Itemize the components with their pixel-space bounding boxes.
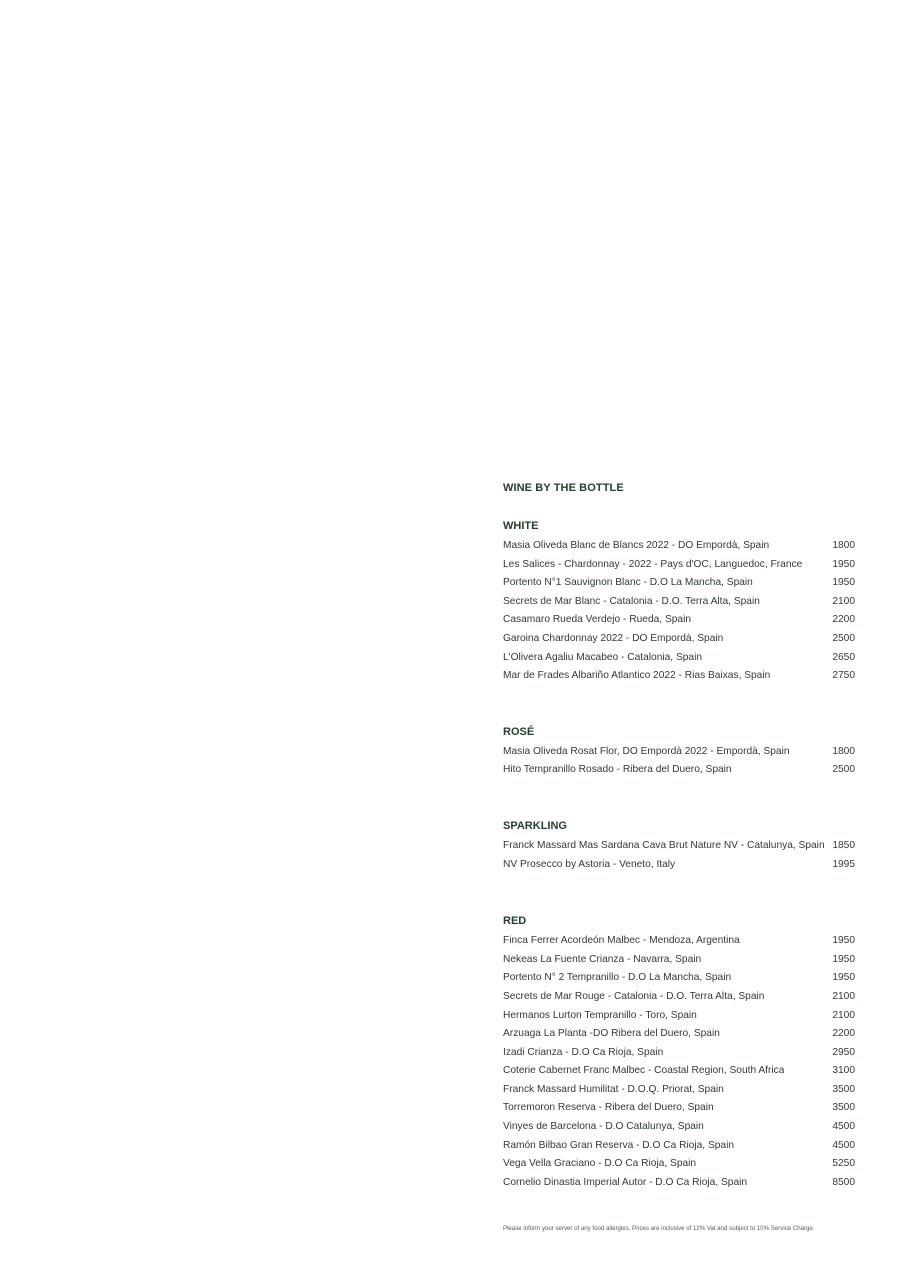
section-white <box>503 519 855 686</box>
item-name: Les Salices - Chardonnay - 2022 - Pays d'OC, Languedoc, France <box>503 558 803 570</box>
item-price: 2500 <box>832 764 855 776</box>
item-price: 2200 <box>832 614 855 626</box>
item-price: 1850 <box>832 839 855 851</box>
menu-item <box>503 556 855 575</box>
item-price: 1800 <box>832 745 855 757</box>
item-price: 2750 <box>832 670 855 682</box>
item-name: Cornelio Dinastia Imperial Autor - D.O Ca Rioja, Spain <box>503 1176 748 1188</box>
item-name: Franck Massard Humilitat - D.O.Q. Priorat, Spain <box>503 1083 724 1095</box>
item-name: Masia Oliveda Rosat Flor, DO Empordà 2022 - Empordà, Spain <box>503 745 790 757</box>
menu-item <box>503 1118 855 1137</box>
item-name: Portento N°1 Sauvignon Blanc - D.O La Mancha, Spain <box>503 577 753 589</box>
menu-item <box>503 537 855 556</box>
menu-item <box>503 667 855 686</box>
menu-item <box>503 1137 855 1156</box>
wine-menu <box>503 481 855 1228</box>
section-sparkling <box>503 819 855 874</box>
menu-item <box>503 932 855 951</box>
item-price: 4500 <box>832 1121 855 1133</box>
item-price: 2100 <box>832 595 855 607</box>
item-price: 8500 <box>832 1176 855 1188</box>
section-heading: WHITE <box>503 520 539 532</box>
menu-item <box>503 1044 855 1063</box>
menu-item <box>503 1174 855 1193</box>
item-name: Hito Tempranillo Rosado - Ribera del Duero, Spain <box>503 764 732 776</box>
menu-item <box>503 611 855 630</box>
item-price: 2200 <box>832 1028 855 1040</box>
item-name: Hermanos Lurton Tempranillo - Toro, Spain <box>503 1009 697 1021</box>
item-name: Secrets de Mar Rouge - Catalonia - D.O. Terra Alta, Spain <box>503 990 765 1002</box>
item-name: Portento N° 2 Tempranillo - D.O La Mancha, Spain <box>503 972 732 984</box>
item-price: 2950 <box>832 1046 855 1058</box>
section-heading: SPARKLING <box>503 819 567 832</box>
item-price: 3500 <box>832 1083 855 1095</box>
item-name: Vinyes de Barcelona - D.O Catalunya, Spain <box>503 1121 704 1133</box>
menu-item <box>503 574 855 593</box>
item-price: 2100 <box>832 1009 855 1021</box>
item-price: 1950 <box>832 935 855 947</box>
item-price: 1800 <box>832 540 855 551</box>
item-name: Masia Oliveda Blanc de Blancs 2022 - DO Empordà, Spain <box>503 540 770 551</box>
item-price: 3500 <box>832 1102 855 1114</box>
menu-item <box>503 856 855 875</box>
item-price: 5250 <box>832 1158 855 1170</box>
item-price: 1995 <box>832 858 855 870</box>
section-rose <box>503 725 855 780</box>
item-price: 1950 <box>832 577 855 589</box>
menu-item <box>503 837 855 856</box>
item-price: 2100 <box>832 990 855 1002</box>
item-name: Mar de Frades Albariño Atlantico 2022 - Rias Baixas, Spain <box>503 670 771 682</box>
menu-item <box>503 1155 855 1174</box>
menu-item <box>503 761 855 780</box>
item-name: Torremoron Reserva - Ribera del Duero, Spain <box>503 1102 714 1114</box>
item-price: 2500 <box>832 632 855 644</box>
menu-item <box>503 630 855 649</box>
item-name: Nekeas La Fuente Crianza - Navarra, Spain <box>503 953 702 965</box>
item-price: 1950 <box>832 972 855 984</box>
menu-item <box>503 649 855 668</box>
menu-item <box>503 743 855 762</box>
item-price: 1950 <box>832 558 855 570</box>
menu-item <box>503 951 855 970</box>
item-name: Franck Massard Mas Sardana Cava Brut Nature NV - Catalunya, Spain <box>503 839 825 851</box>
menu-item <box>503 593 855 612</box>
menu-item <box>503 988 855 1007</box>
item-price: 1950 <box>832 953 855 965</box>
menu-item <box>503 969 855 988</box>
item-name: Casamaro Rueda Verdejo - Rueda, Spain <box>503 614 692 626</box>
item-name: Coterie Cabernet Franc Malbec - Coastal Region, South Africa <box>503 1065 785 1077</box>
menu-item <box>503 1081 855 1100</box>
item-price: 4500 <box>832 1139 855 1151</box>
item-name: Vega Vella Graciano - D.O Ca Rioja, Spain <box>503 1158 697 1170</box>
section-red <box>503 914 855 1192</box>
menu-item <box>503 1099 855 1118</box>
item-name: Izadi Crianza - D.O Ca Rioja, Spain <box>503 1046 664 1058</box>
menu-item <box>503 1007 855 1026</box>
item-name: L'Olivera Agaliu Macabeo - Catalonia, Spain <box>503 651 703 663</box>
menu-title: WINE BY THE BOTTLE <box>503 482 624 494</box>
menu-item <box>503 1025 855 1044</box>
section-heading: RED <box>503 915 527 928</box>
item-name: Arzuaga La Planta -DO Ribera del Duero, Spain <box>503 1028 720 1040</box>
item-name: Finca Ferrer Acordeón Malbec - Mendoza, Argentina <box>503 935 740 947</box>
item-name: Garoina Chardonnay 2022 - DO Empordà, Spain <box>503 632 724 644</box>
item-name: Ramón Bilbao Gran Reserva - D.O Ca Rioja, Spain <box>503 1139 735 1151</box>
footer-note: Please inform your server of any food allergies. Prices are inclusive of 12% Vat and subject to 10% Service Charge. <box>503 1225 815 1232</box>
item-price: 2650 <box>832 651 855 663</box>
item-name: Secrets de Mar Blanc - Catalonia - D.O. Terra Alta, Spain <box>503 595 760 607</box>
section-heading: ROSÉ <box>503 725 535 738</box>
item-name: NV Prosecco by Astoria - Veneto, Italy <box>503 858 676 870</box>
item-price: 3100 <box>832 1065 855 1077</box>
menu-item <box>503 1062 855 1081</box>
